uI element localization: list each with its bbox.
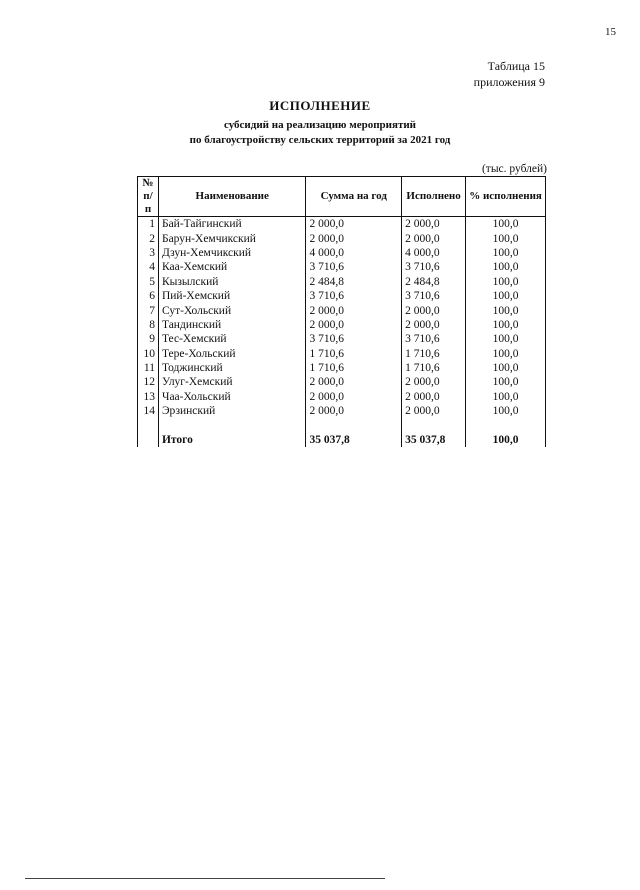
row-num: 3 — [138, 246, 159, 260]
row-num: 11 — [138, 361, 159, 375]
row-pct: 100,0 — [466, 390, 546, 404]
total-num-cell — [138, 433, 159, 447]
row-sum: 3 710,6 — [306, 260, 402, 274]
row-name: Тере-Хольский — [158, 347, 306, 361]
document-title: ИСПОЛНЕНИЕ — [269, 98, 371, 113]
header-pct: % исполнения — [466, 177, 546, 217]
table-reference-line2: приложения 9 — [473, 75, 545, 89]
row-num: 7 — [138, 303, 159, 317]
table-row — [138, 318, 546, 332]
row-name: Тоджинский — [158, 361, 306, 375]
units-label: (тыс. рублей) — [481, 163, 547, 175]
total-row — [138, 433, 546, 447]
document-subtitle-line2: по благоустройству сельских территорий за 2021 год — [189, 134, 451, 146]
row-num: 2 — [138, 231, 159, 245]
row-num: 4 — [138, 260, 159, 274]
row-name: Каа-Хемский — [158, 260, 306, 274]
table-row — [138, 347, 546, 361]
row-done: 2 000,0 — [402, 303, 466, 317]
row-done: 3 710,6 — [402, 332, 466, 346]
row-pct: 100,0 — [466, 231, 546, 245]
row-num: 1 — [138, 217, 159, 232]
table-row — [138, 303, 546, 317]
table-row — [138, 246, 546, 260]
row-pct: 100,0 — [466, 318, 546, 332]
row-done: 3 710,6 — [402, 289, 466, 303]
row-name: Пий-Хемский — [158, 289, 306, 303]
row-num: 5 — [138, 275, 159, 289]
total-sum: 35 037,8 — [306, 433, 402, 447]
row-num: 13 — [138, 390, 159, 404]
row-name: Дзун-Хемчикский — [158, 246, 306, 260]
row-done: 3 710,6 — [402, 260, 466, 274]
header-num: № п/п — [138, 177, 159, 217]
table-row — [138, 231, 546, 245]
row-sum: 2 000,0 — [306, 375, 402, 389]
row-sum: 2 000,0 — [306, 217, 402, 232]
row-num: 6 — [138, 289, 159, 303]
row-num: 14 — [138, 404, 159, 418]
row-num: 12 — [138, 375, 159, 389]
total-pct: 100,0 — [466, 433, 546, 447]
header-done: Исполнено — [402, 177, 466, 217]
table-header-row — [138, 177, 546, 217]
table-reference — [474, 58, 545, 90]
row-done: 2 000,0 — [402, 231, 466, 245]
row-pct: 100,0 — [466, 246, 546, 260]
row-name: Улуг-Хемский — [158, 375, 306, 389]
row-num: 9 — [138, 332, 159, 346]
row-pct: 100,0 — [466, 260, 546, 274]
row-sum: 3 710,6 — [306, 289, 402, 303]
table-row — [138, 361, 546, 375]
row-pct: 100,0 — [466, 332, 546, 346]
row-done: 1 710,6 — [402, 361, 466, 375]
total-done: 35 037,8 — [402, 433, 466, 447]
row-name: Чаа-Хольский — [158, 390, 306, 404]
row-num: 8 — [138, 318, 159, 332]
row-pct: 100,0 — [466, 361, 546, 375]
row-pct: 100,0 — [466, 347, 546, 361]
row-done: 2 000,0 — [402, 217, 466, 232]
row-sum: 2 000,0 — [306, 231, 402, 245]
document-subtitle-line1: субсидий на реализацию мероприятий — [223, 119, 417, 131]
header-sum: Сумма на год — [306, 177, 402, 217]
row-sum: 2 000,0 — [306, 404, 402, 418]
row-sum: 3 710,6 — [306, 332, 402, 346]
page-number: 15 — [605, 26, 616, 38]
table-row — [138, 275, 546, 289]
table-row — [138, 404, 546, 418]
row-name: Барун-Хемчикский — [158, 231, 306, 245]
footer-divider — [25, 878, 385, 879]
row-name: Эрзинский — [158, 404, 306, 418]
row-sum: 1 710,6 — [306, 347, 402, 361]
row-pct: 100,0 — [466, 375, 546, 389]
row-name: Бай-Тайгинский — [158, 217, 306, 232]
row-num: 10 — [138, 347, 159, 361]
row-done: 2 484,8 — [402, 275, 466, 289]
total-label: Итого — [158, 433, 306, 447]
row-name: Тандинский — [158, 318, 306, 332]
document-subtitle — [0, 118, 640, 148]
row-pct: 100,0 — [466, 275, 546, 289]
row-done: 1 710,6 — [402, 347, 466, 361]
row-pct: 100,0 — [466, 289, 546, 303]
table-row — [138, 217, 546, 232]
row-sum: 2 000,0 — [306, 318, 402, 332]
row-name: Кызылский — [158, 275, 306, 289]
table-row — [138, 260, 546, 274]
row-pct: 100,0 — [466, 303, 546, 317]
row-name: Тес-Хемский — [158, 332, 306, 346]
row-done: 2 000,0 — [402, 318, 466, 332]
table-reference-line1: Таблица 15 — [487, 59, 545, 73]
row-name: Сут-Хольский — [158, 303, 306, 317]
row-pct: 100,0 — [466, 404, 546, 418]
spacer-row — [138, 418, 546, 432]
row-sum: 1 710,6 — [306, 361, 402, 375]
row-done: 2 000,0 — [402, 390, 466, 404]
table-row — [138, 390, 546, 404]
table-row — [138, 375, 546, 389]
row-sum: 2 000,0 — [306, 390, 402, 404]
row-done: 4 000,0 — [402, 246, 466, 260]
row-sum: 2 000,0 — [306, 303, 402, 317]
row-pct: 100,0 — [466, 217, 546, 232]
table-row — [138, 332, 546, 346]
row-sum: 2 484,8 — [306, 275, 402, 289]
subsidy-table — [137, 176, 546, 447]
row-done: 2 000,0 — [402, 375, 466, 389]
row-done: 2 000,0 — [402, 404, 466, 418]
table-row — [138, 289, 546, 303]
header-name: Наименование — [158, 177, 306, 217]
row-sum: 4 000,0 — [306, 246, 402, 260]
